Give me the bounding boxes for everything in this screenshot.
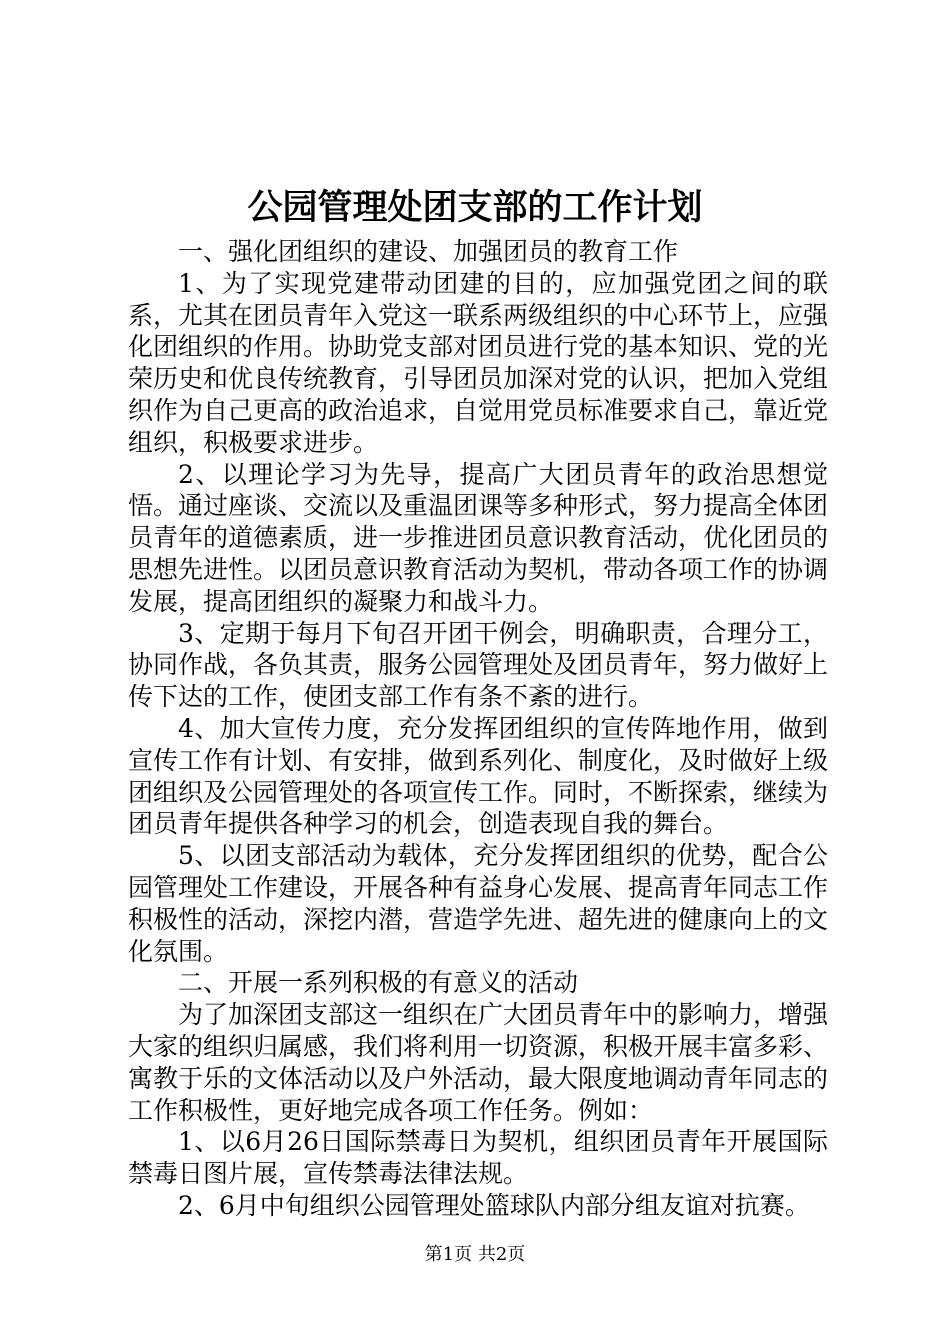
paragraph: 1、以6月26日国际禁毒日为契机，组织团员青年开展国际禁毒日图片展，宣传禁毒法律法规。 bbox=[128, 1127, 828, 1189]
section-heading-1: 一、强化团组织的建设、加强团员的教育工作 bbox=[178, 237, 679, 266]
document-title: 公园管理处团支部的工作计划 bbox=[247, 187, 703, 228]
paragraph: 2、以理论学习为先导，提高广大团员青年的政治思想觉悟。通过座谈、交流以及重温团课等多种形式，努力提高全体团员青年的道德素质，进一步推进团员意识教育活动，优化团员的思想先进性。以团员意识教育活动为契机，带动各项工作的协调发展，提高团组织的凝聚力和战斗力。 bbox=[128, 459, 829, 616]
paragraph: 2、6月中旬组织公园管理处篮球队内部分组友谊对抗赛。 bbox=[178, 1190, 810, 1220]
paragraph: 1、为了实现党建带动团建的目的，应加强党团之间的联系，尤其在团员青年入党这一联系两级组织的中心环节上，应强化团组织的作用。协助党支部对团员进行党的基本知识、党的光荣历史和优良传统教育，引导团员加深对党的认识，把加入党组织作为自己更高的政治追求，自觉用党员标准要求自己，靠近党组织，积极要求进步。 bbox=[128, 268, 829, 457]
section-heading-2: 二、开展一系列积极的有意义的活动 bbox=[178, 968, 579, 998]
paragraph: 4、加大宣传力度，充分发挥团组织的宣传阵地作用，做到宣传工作有计划、有安排，做到系列化、制度化，及时做好上级团组织及公园管理处的各项宣传工作。同时，不断探索，继续为团员青年提供各种学习的机会，创造表现自我的舞台。 bbox=[128, 713, 829, 839]
paragraph: 5、以团支部活动为载体，充分发挥团组织的优势，配合公园管理处工作建设，开展各种有益身心发展、提高青年同志工作积极性的活动，深挖内潜，营造学先进、超先进的健康向上的文化氛围。 bbox=[128, 841, 829, 966]
paragraph: 为了加深团支部这一组织在广大团员青年中的影响力，增强大家的组织归属感，我们将利用一切资源，积极开展丰富多彩、寓教于乐的文体活动以及户外活动，最大限度地调动青年同志的工作积极性，更好地完成各项工作任务。例如： bbox=[128, 1000, 829, 1125]
paragraph: 3、定期于每月下旬召开团干例会，明确职责，合理分工，协同作战，各负其责，服务公园管理处及团员青年，努力做好上传下达的工作，使团支部工作有条不紊的进行。 bbox=[128, 618, 829, 712]
page-number-footer: 第1页 共2页 bbox=[424, 1244, 526, 1265]
document-body bbox=[128, 236, 828, 1222]
